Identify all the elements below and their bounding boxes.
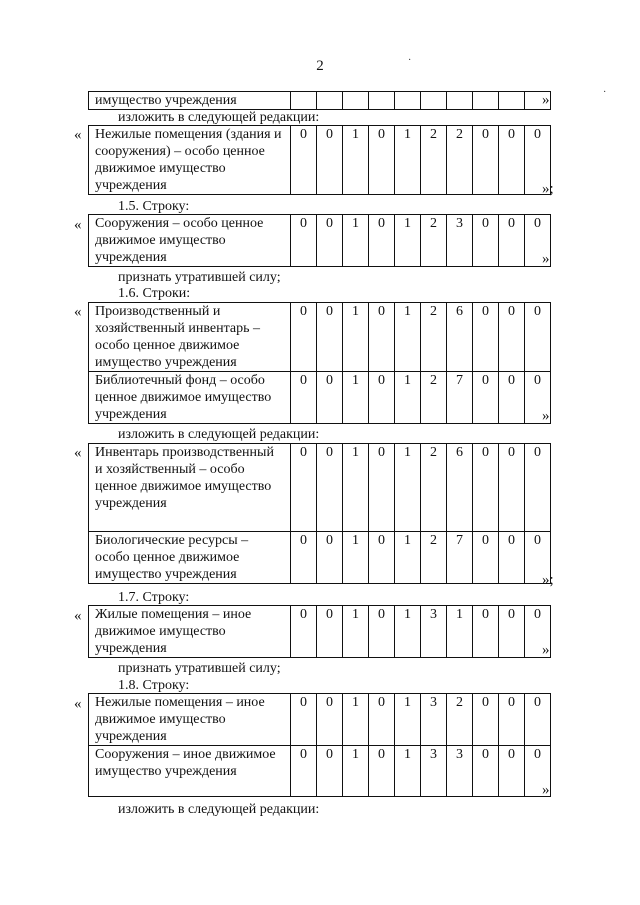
- code-digit-cell: 1: [395, 532, 421, 584]
- code-digit-cell: 0: [317, 532, 343, 584]
- code-digit-cell: [447, 92, 473, 110]
- code-digit-cell: 0: [369, 532, 395, 584]
- row-label: Жилые помещения – иное движимое имущество учреждения: [89, 606, 291, 658]
- code-digit-cell: 0: [291, 126, 317, 195]
- table-continued-row: [88, 91, 551, 110]
- row-label: имущество учреждения: [89, 92, 291, 110]
- code-digit-cell: 0: [369, 606, 395, 658]
- code-digit-cell: [395, 92, 421, 110]
- code-digit-cell: 1: [343, 215, 369, 267]
- code-digit-cell: 0: [369, 215, 395, 267]
- code-digit-cell: 0: [473, 606, 499, 658]
- closing-quote: »;: [542, 181, 554, 197]
- code-digit-cell: [369, 92, 395, 110]
- opening-quote: «: [74, 217, 82, 233]
- code-digit-cell: 0: [499, 303, 525, 372]
- code-digit-cell: 0: [473, 444, 499, 532]
- code-digit-cell: 2: [421, 444, 447, 532]
- code-digit-cell: 2: [447, 694, 473, 746]
- code-digit-cell: 0: [369, 126, 395, 195]
- code-digit-cell: 2: [447, 126, 473, 195]
- table-row: [89, 92, 551, 110]
- code-digit-cell: [473, 92, 499, 110]
- paragraph-edit-instruction: изложить в следующей редакции:: [118, 427, 320, 442]
- code-digit-cell: 0: [499, 532, 525, 584]
- paragraph-section-1-7: 1.7. Строку:: [118, 590, 190, 605]
- code-digit-cell: 2: [421, 303, 447, 372]
- row-label: Производственный и хозяйственный инвентарь – особо ценное движимое имущество учреждения: [89, 303, 291, 372]
- code-digit-cell: 0: [499, 746, 525, 797]
- code-digit-cell: 0: [499, 444, 525, 532]
- code-digit-cell: 0: [369, 372, 395, 424]
- code-digit-cell: 0: [473, 372, 499, 424]
- code-digit-cell: 0: [525, 606, 551, 658]
- code-digit-cell: 1: [395, 215, 421, 267]
- code-digit-cell: 0: [317, 606, 343, 658]
- code-digit-cell: 0: [499, 372, 525, 424]
- table-row: [89, 215, 551, 267]
- closing-quote: »: [542, 408, 550, 424]
- code-digit-cell: 0: [499, 606, 525, 658]
- row-label: Сооружения – иное движимое имущество учреждения: [89, 746, 291, 797]
- row-label: Нежилые помещения – иное движимое имущество учреждения: [89, 694, 291, 746]
- code-digit-cell: 2: [421, 532, 447, 584]
- closing-quote: »: [542, 642, 550, 658]
- code-digit-cell: 1: [343, 303, 369, 372]
- code-digit-cell: 0: [369, 303, 395, 372]
- code-digit-cell: 0: [291, 694, 317, 746]
- table-inventory-library: [88, 302, 551, 424]
- code-digit-cell: 0: [317, 372, 343, 424]
- code-digit-cell: 2: [421, 215, 447, 267]
- code-digit-cell: 1: [395, 694, 421, 746]
- code-digit-cell: 1: [395, 303, 421, 372]
- code-digit-cell: 1: [395, 746, 421, 797]
- row-label: Биологические ресурсы – особо ценное движимое имущество учреждения: [89, 532, 291, 584]
- code-digit-cell: 0: [291, 303, 317, 372]
- code-digit-cell: [317, 92, 343, 110]
- code-digit-cell: 0: [317, 694, 343, 746]
- code-digit-cell: 1: [395, 606, 421, 658]
- table-row: [89, 694, 551, 746]
- opening-quote: «: [74, 608, 82, 624]
- code-digit-cell: 0: [499, 126, 525, 195]
- code-digit-cell: 0: [291, 532, 317, 584]
- code-digit-cell: [499, 92, 525, 110]
- paragraph-section-1-8: 1.8. Строку:: [118, 678, 190, 693]
- paragraph-edit-instruction: изложить в следующей редакции:: [118, 802, 320, 817]
- closing-quote: »: [542, 251, 550, 267]
- code-digit-cell: 0: [317, 444, 343, 532]
- code-digit-cell: 1: [343, 444, 369, 532]
- table-row: [89, 532, 551, 584]
- scan-speck: ·: [408, 55, 412, 66]
- code-digit-cell: 0: [473, 215, 499, 267]
- table-residential-premises: [88, 605, 551, 658]
- code-digit-cell: [343, 92, 369, 110]
- opening-quote: «: [74, 445, 82, 461]
- code-digit-cell: 3: [421, 746, 447, 797]
- code-digit-cell: 2: [421, 372, 447, 424]
- opening-quote: «: [74, 127, 82, 143]
- closing-quote: »;: [542, 572, 554, 588]
- code-digit-cell: 1: [447, 606, 473, 658]
- table-other-movable: [88, 693, 551, 797]
- paragraph-repeal: признать утратившей силу;: [118, 270, 281, 285]
- code-digit-cell: 1: [395, 372, 421, 424]
- code-digit-cell: 0: [525, 303, 551, 372]
- code-digit-cell: 0: [525, 746, 551, 797]
- table-row: [89, 126, 551, 195]
- table-row: [89, 606, 551, 658]
- code-digit-cell: 0: [369, 746, 395, 797]
- table-nonresidential-premises: [88, 125, 551, 195]
- code-digit-cell: 0: [369, 444, 395, 532]
- table-inventory-biological: [88, 443, 551, 584]
- scan-speck: ·: [603, 87, 607, 98]
- paragraph-repeal: признать утратившей силу;: [118, 661, 281, 676]
- row-label: Инвентарь производственный и хозяйственный – особо ценное движимое имущество учреждения: [89, 444, 291, 532]
- code-digit-cell: 0: [291, 444, 317, 532]
- code-digit-cell: 0: [291, 746, 317, 797]
- table-structures: [88, 214, 551, 267]
- code-digit-cell: 3: [421, 694, 447, 746]
- code-digit-cell: 1: [343, 694, 369, 746]
- code-digit-cell: 1: [343, 372, 369, 424]
- code-digit-cell: 1: [343, 606, 369, 658]
- code-digit-cell: 0: [473, 303, 499, 372]
- code-digit-cell: 0: [291, 606, 317, 658]
- code-digit-cell: 0: [473, 126, 499, 195]
- code-digit-cell: 1: [395, 126, 421, 195]
- table-row: [89, 746, 551, 797]
- opening-quote: «: [74, 696, 82, 712]
- table-row: [89, 303, 551, 372]
- code-digit-cell: 0: [473, 746, 499, 797]
- code-digit-cell: 3: [447, 746, 473, 797]
- paragraph-section-1-5: 1.5. Строку:: [118, 199, 190, 214]
- row-label: Нежилые помещения (здания и сооружения) – особо ценное движимое имущество учреждения: [89, 126, 291, 195]
- code-digit-cell: 3: [447, 215, 473, 267]
- code-digit-cell: 0: [291, 215, 317, 267]
- row-label: Библиотечный фонд – особо ценное движимое имущество учреждения: [89, 372, 291, 424]
- code-digit-cell: 7: [447, 372, 473, 424]
- table-row: [89, 444, 551, 532]
- code-digit-cell: [421, 92, 447, 110]
- code-digit-cell: 0: [291, 372, 317, 424]
- code-digit-cell: 6: [447, 303, 473, 372]
- code-digit-cell: 2: [421, 126, 447, 195]
- code-digit-cell: 0: [525, 532, 551, 584]
- row-label: Сооружения – особо ценное движимое имущество учреждения: [89, 215, 291, 267]
- code-digit-cell: 0: [525, 126, 551, 195]
- code-digit-cell: 6: [447, 444, 473, 532]
- paragraph-section-1-6: 1.6. Строки:: [118, 286, 191, 301]
- paragraph-edit-instruction: изложить в следующей редакции:: [118, 110, 320, 125]
- code-digit-cell: 7: [447, 532, 473, 584]
- code-digit-cell: 0: [499, 215, 525, 267]
- code-digit-cell: 0: [473, 532, 499, 584]
- code-digit-cell: 0: [317, 126, 343, 195]
- code-digit-cell: 0: [473, 694, 499, 746]
- code-digit-cell: 3: [421, 606, 447, 658]
- opening-quote: «: [74, 304, 82, 320]
- code-digit-cell: 1: [343, 746, 369, 797]
- code-digit-cell: 0: [525, 694, 551, 746]
- table-row: [89, 372, 551, 424]
- code-digit-cell: 0: [525, 215, 551, 267]
- closing-quote: »: [542, 782, 550, 798]
- code-digit-cell: 1: [343, 532, 369, 584]
- code-digit-cell: 1: [395, 444, 421, 532]
- closing-quote: »: [542, 92, 550, 108]
- code-digit-cell: 0: [499, 694, 525, 746]
- code-digit-cell: [291, 92, 317, 110]
- code-digit-cell: 1: [343, 126, 369, 195]
- page-number: 2: [316, 58, 324, 74]
- code-digit-cell: 0: [317, 215, 343, 267]
- code-digit-cell: 0: [369, 694, 395, 746]
- code-digit-cell: 0: [525, 372, 551, 424]
- code-digit-cell: 0: [317, 303, 343, 372]
- code-digit-cell: 0: [317, 746, 343, 797]
- code-digit-cell: 0: [525, 444, 551, 532]
